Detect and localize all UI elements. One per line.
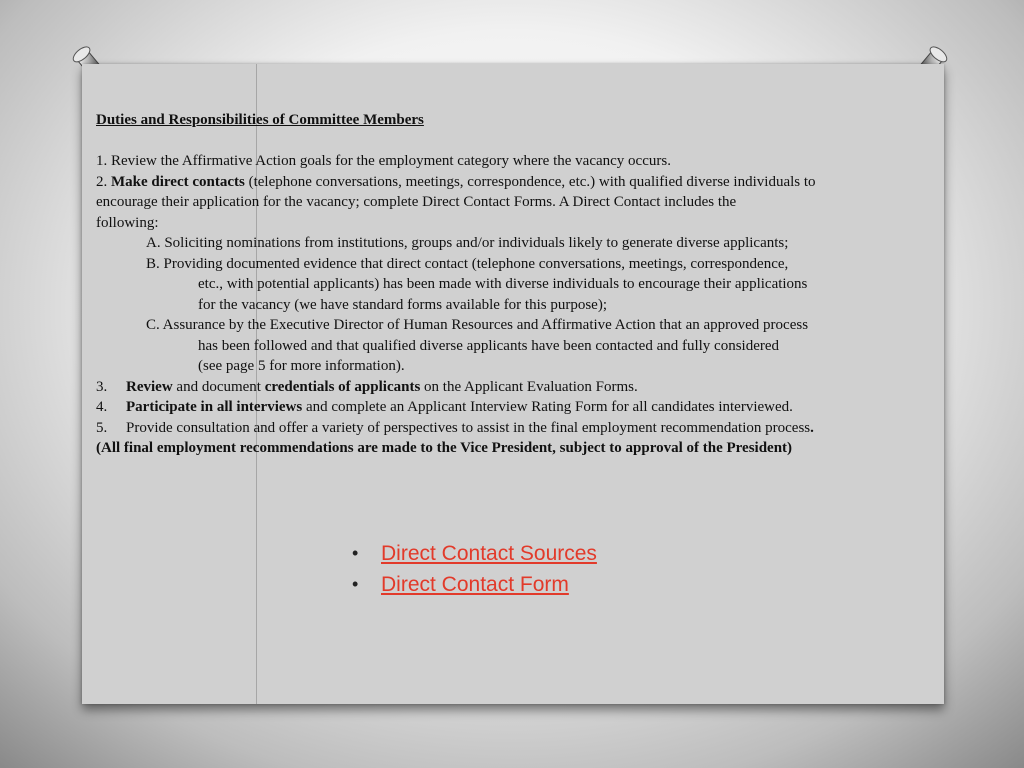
item-2-c-line-3: (see page 5 for more information). [198, 358, 405, 374]
item-2-c-line-1: C. Assurance by the Executive Director of Human Resources and Affirmative Action that an approved process [146, 317, 809, 333]
item-3-number: 3. [96, 378, 108, 395]
item-2-a: A. Soliciting nominations from institutions, groups and/or individuals likely to generate diverse applicants; [146, 235, 789, 251]
item-5-number: 5. [96, 419, 108, 436]
item-4-text: and complete an Applicant Interview Rating Form for all candidates interviewed. [302, 399, 793, 415]
item-3-bold-2: credentials of applicants [264, 378, 421, 395]
item-2-line-1 [96, 172, 936, 193]
final-note-text: (All final employment recommendations are made to the Vice President, subject to approval of the President) [96, 440, 793, 456]
direct-contact-form-link[interactable]: Direct Contact Form [381, 573, 569, 596]
link-list [352, 538, 597, 600]
page-title: Duties and Responsibilities of Committee Members [96, 112, 424, 128]
item-2-bold: Make direct contacts [111, 173, 245, 190]
item-2-b-line-2: etc., with potential applicants) has been made with diverse individuals to encourage their applications [198, 276, 808, 292]
item-5 [96, 418, 936, 439]
item-2-text: (telephone conversations, meetings, correspondence, etc.) with qualified diverse individuals to [244, 173, 816, 190]
bullet-icon: • [352, 574, 359, 594]
list-item [352, 569, 597, 600]
item-3-bold-1: Review [126, 378, 173, 395]
list-item [352, 538, 597, 569]
item-2-b-line-3: for the vacancy (we have standard forms available for this purpose); [198, 296, 608, 313]
item-5-text: Provide consultation and offer a variety of perspectives to assist in the final employment recommendation process [126, 419, 811, 436]
item-2-line-2: encourage their application for the vacancy; complete Direct Contact Forms. A Direct Contact includes the [96, 194, 737, 210]
item-2-number: 2. [96, 173, 111, 190]
item-3-text-1: and document [172, 378, 265, 395]
direct-contact-sources-link[interactable]: Direct Contact Sources [381, 542, 597, 565]
slide-content [96, 110, 936, 459]
item-2-b-line-1: B. Providing documented evidence that direct contact (telephone conversations, meetings, correspondence, [146, 255, 789, 272]
item-4 [96, 397, 936, 418]
item-3 [96, 377, 936, 398]
bullet-icon: • [352, 543, 359, 563]
item-2-c-line-2: has been followed and that qualified diverse applicants have been contacted and fully considered [198, 337, 780, 354]
item-4-number: 4. [96, 399, 108, 415]
item-2-line-3: following: [96, 214, 159, 231]
item-4-bold: Participate in all interviews [126, 399, 303, 415]
item-1: 1. Review the Affirmative Action goals for the employment category where the vacancy occurs. [96, 153, 671, 169]
final-note [96, 438, 936, 459]
item-5-period: . [810, 419, 814, 436]
item-3-text-2: on the Applicant Evaluation Forms. [420, 378, 638, 395]
